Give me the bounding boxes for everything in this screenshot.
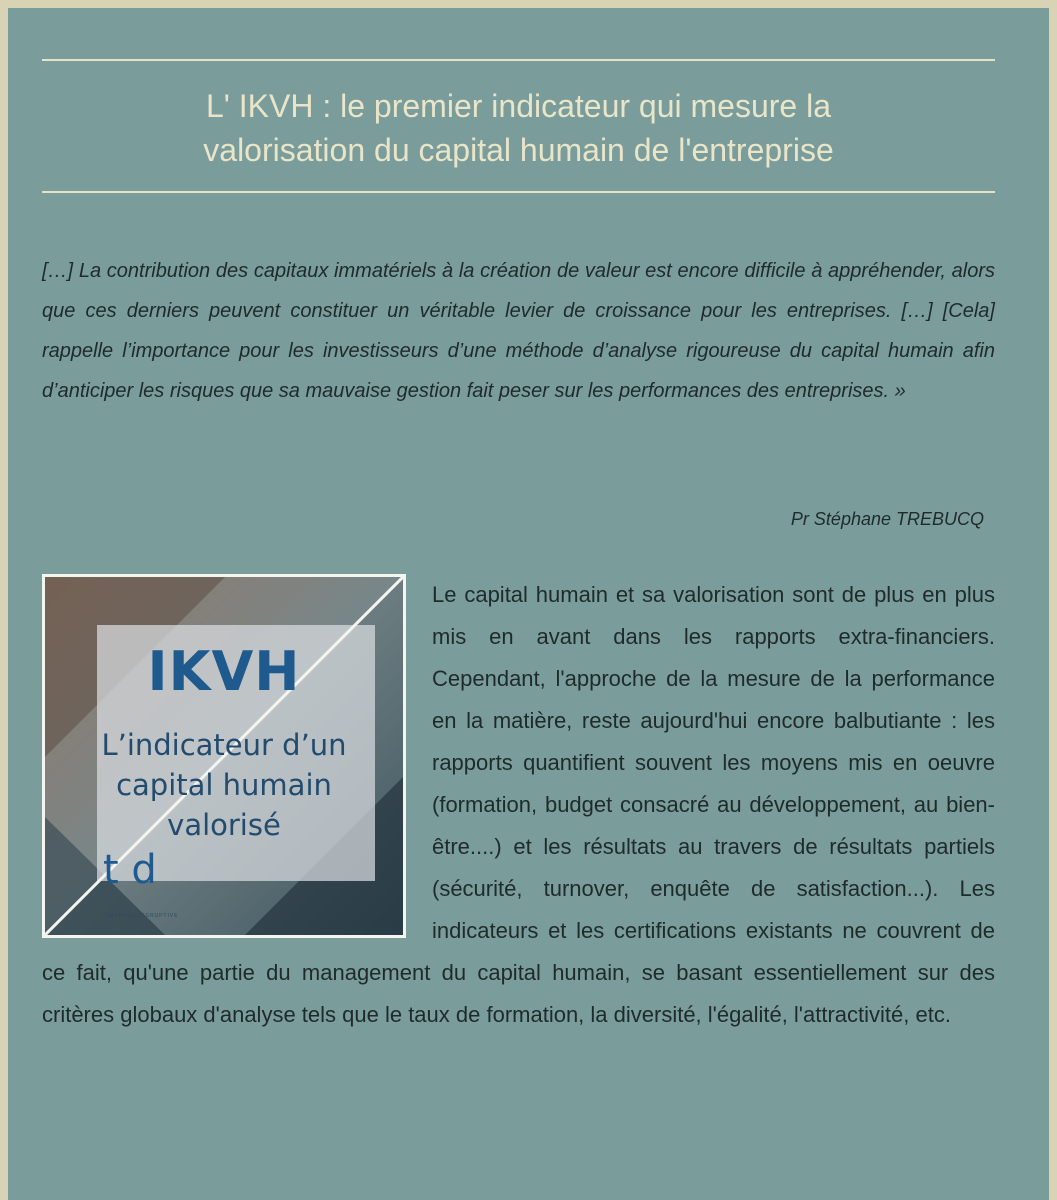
illustration-subtitle xyxy=(45,725,403,845)
td-logo: t d xyxy=(103,847,157,893)
td-logo-caption: TALENTS DISRUPTIVE xyxy=(107,913,179,919)
title-top-divider xyxy=(42,59,995,61)
article-section xyxy=(42,574,995,1036)
ikvh-illustration xyxy=(42,574,406,938)
illustration-subtitle-line-2: capital humain xyxy=(116,768,332,802)
article-text: Le capital humain et sa valorisation sont de plus en plus mis en avant dans les rapports extra-financiers. Cependant, l'approche de la mesure de la performance en la matière, reste aujourd'hui encore balbutiante : les rapports quantifient souvent les moyens mis en oeuvre (formation, budget consacré au développement, au bien-être....) et les résultats au travers de résultats partiels (sécurité, turnover, enquête de satisfaction...). Les indicateurs et les certifications existants ne couvrent de ce fait, qu'une partie du management du capital humain, se basant essentiellement sur des critères globaux d'analyse tels que le taux de formation, la diversité, l'égalité, l'attractivité, etc. xyxy=(42,582,995,1027)
illustration-title: IKVH xyxy=(147,640,301,703)
title-bottom-divider xyxy=(42,191,995,193)
page-title xyxy=(42,84,995,172)
title-line-2: valorisation du capital humain de l'entreprise xyxy=(203,132,834,168)
title-line-1: L' IKVH : le premier indicateur qui mesure la xyxy=(205,88,832,124)
quote-text: […] La contribution des capitaux immatériels à la création de valeur est encore difficile à appréhender, alors que ces derniers peuvent constituer un véritable levier de croissance pour les entreprises. […] [Cela] rappelle l’importance pour les investisseurs d’une méthode d’analyse rigoureuse du capital humain afin d’anticiper les risques que sa mauvaise gestion fait peser sur les performances des entreprises. » xyxy=(42,260,995,402)
illustration-subtitle-line-3: valorisé xyxy=(167,808,281,842)
illustration-subtitle-line-1: L’indicateur d’un xyxy=(101,728,347,762)
newsletter-page xyxy=(8,8,1049,1200)
quote-author: Pr Stéphane TREBUCQ xyxy=(790,509,984,529)
